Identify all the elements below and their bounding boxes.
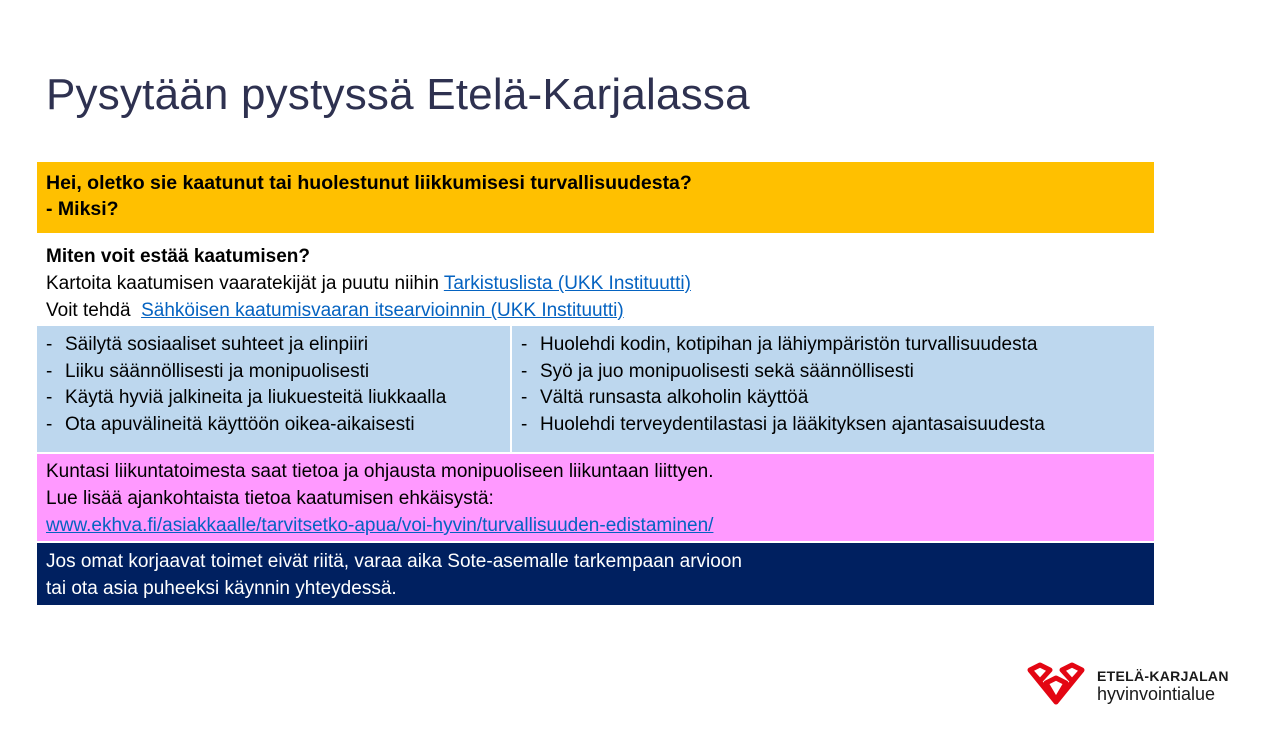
checklist-link[interactable]: Tarkistuslista (UKK Instituutti) <box>443 273 691 294</box>
list-dash: - <box>521 360 528 382</box>
info-panel <box>37 454 1154 541</box>
prevention-heading: Miten voit estää kaatumisen? <box>46 246 310 267</box>
list-item-text: Huolehdi terveydentilastasi ja lääkityksen ajantasaisuudesta <box>540 413 1045 435</box>
intro-why: - Miksi? <box>46 198 119 220</box>
prevention-line-2-text: Voit tehdä <box>46 300 142 321</box>
info-link-line <box>46 512 1145 539</box>
ekhva-link[interactable]: www.ekhva.fi/asiakkaalle/tarvitsetko-apua/voi-hyvin/turvallisuuden-edistaminen/ <box>46 515 714 536</box>
organization-logo <box>1027 662 1232 708</box>
list-item <box>46 359 501 386</box>
list-dash: - <box>521 334 528 355</box>
list-dash: - <box>521 387 528 408</box>
info-line-2: Lue lisää ajankohtaista tietoa kaatumisen ehkäisystä: <box>46 488 494 509</box>
list-item <box>46 412 501 439</box>
logo-mark-icon <box>1027 662 1087 706</box>
intro-panel <box>37 162 1154 233</box>
list-item-text: Huolehdi kodin, kotipihan ja lähiympäristön turvallisuudesta <box>540 334 1038 355</box>
list-dash: - <box>46 334 53 355</box>
page-title: Pysytään pystyssä Etelä-Karjalassa <box>46 70 750 119</box>
list-item <box>46 332 501 359</box>
tips-left-column <box>37 326 512 452</box>
logo-line-2: hyvinvointialue <box>1097 684 1216 704</box>
list-dash: - <box>46 387 53 408</box>
prevention-line-2 <box>46 297 1145 324</box>
tips-panel <box>37 326 1154 452</box>
intro-question: Hei, oletko sie kaatunut tai huolestunut liikkumisesi turvallisuudesta? <box>46 172 692 194</box>
list-dash: - <box>46 360 53 382</box>
prevention-panel <box>37 239 1154 325</box>
prevention-line-1-text: Kartoita kaatumisen vaaratekijät ja puutu niihin <box>46 273 444 294</box>
list-item <box>521 359 1145 386</box>
list-item-text: Ota apuvälineitä käyttöön oikea-aikaisesti <box>65 413 415 435</box>
list-item <box>46 385 501 412</box>
list-item <box>521 412 1145 439</box>
list-dash: - <box>46 413 53 435</box>
list-item-text: Vältä runsasta alkoholin käyttöä <box>540 387 809 408</box>
logo-line-1: ETELÄ-KARJALAN <box>1097 668 1229 684</box>
info-line-1: Kuntasi liikuntatoimesta saat tietoa ja ohjausta monipuoliseen liikuntaan liittyen. <box>46 461 714 482</box>
list-item-text: Käytä hyviä jalkineita ja liukuesteitä liukkaalla <box>65 387 447 408</box>
action-panel <box>37 543 1154 605</box>
list-item-text: Liiku säännöllisesti ja monipuolisesti <box>65 360 370 382</box>
list-dash: - <box>521 413 528 435</box>
tips-right-column <box>512 326 1154 452</box>
self-assessment-link[interactable]: Sähköisen kaatumisvaaran itsearvioinnin (UKK Instituutti) <box>141 300 624 321</box>
list-item-text: Säilytä sosiaaliset suhteet ja elinpiiri <box>65 334 369 355</box>
action-line-2: tai ota asia puheeksi käynnin yhteydessä. <box>46 578 397 599</box>
list-item <box>521 332 1145 359</box>
action-line-1: Jos omat korjaavat toimet eivät riitä, varaa aika Sote-asemalle tarkempaan arvioon <box>46 551 742 572</box>
list-item-text: Syö ja juo monipuolisesti sekä säännöllisesti <box>540 360 914 382</box>
list-item <box>521 385 1145 412</box>
prevention-line-1 <box>46 270 1145 297</box>
